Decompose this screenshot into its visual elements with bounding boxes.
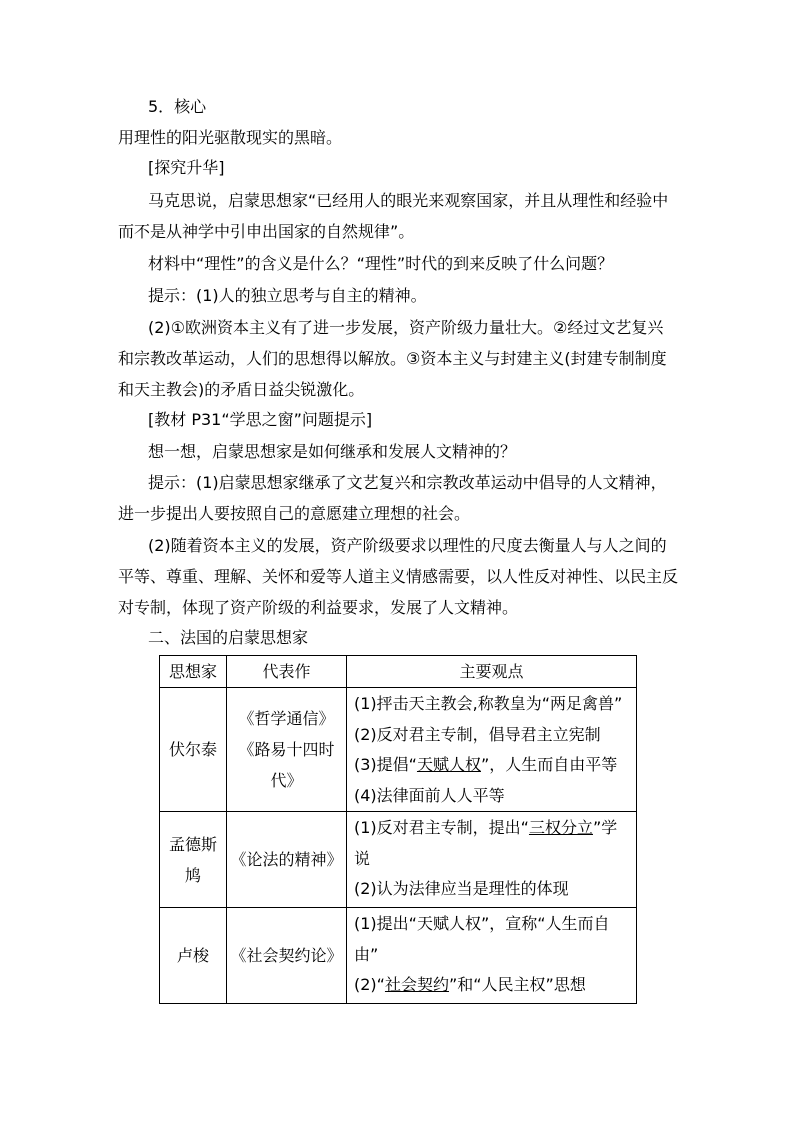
view-item: (1)抨击天主教会,称教皇为“两足禽兽” bbox=[354, 694, 623, 713]
header-thinker: 思想家 bbox=[160, 656, 227, 688]
view-item: (2)认为法律应当是理性的体现 bbox=[354, 879, 569, 898]
thinker-name bbox=[160, 812, 227, 908]
paragraph: 和宗教改革运动，人们的思想得以解放。③资本主义与封建主义(封建专制制度 bbox=[118, 349, 667, 368]
table-row bbox=[160, 812, 637, 908]
view-text: (1)反对君主专制，提出“ bbox=[354, 818, 529, 837]
view-item bbox=[354, 750, 636, 781]
paragraph: (2)随着资本主义的发展，资产阶级要求以理性的尺度去衡量人与人之间的 bbox=[148, 536, 667, 555]
hint-text: 提示：(1)启蒙思想家继承了文艺复兴和宗教改革运动中倡导的人文精神， bbox=[148, 473, 667, 492]
view-item bbox=[354, 813, 636, 844]
view-item: (1)提出“天赋人权”，宣称“人生而自 bbox=[354, 914, 610, 933]
view-text: (3)提倡“ bbox=[354, 755, 417, 774]
table-row bbox=[160, 908, 637, 1004]
views-cell bbox=[347, 812, 637, 908]
work-title-cont: 代》 bbox=[270, 771, 303, 790]
underlined-term: 社会契约 bbox=[384, 975, 449, 994]
name-line: 鸠 bbox=[184, 865, 201, 885]
underlined-term: 天赋人权 bbox=[416, 755, 481, 774]
view-item: (4)法律面前人人平等 bbox=[354, 785, 505, 805]
views-cell bbox=[347, 688, 637, 812]
work-title: 《社会契约论》 bbox=[227, 908, 347, 1004]
views-cell bbox=[347, 908, 637, 1004]
paragraph: 马克思说，启蒙思想家“已经用人的眼光来观察国家，并且从理性和经验中 bbox=[148, 191, 669, 210]
paragraph: 用理性的阳光驱散现实的黑暗。 bbox=[118, 128, 343, 147]
view-item-cont: 由” bbox=[354, 944, 379, 964]
thinker-name: 伏尔泰 bbox=[160, 688, 227, 812]
paragraph: 和天主教会)的矛盾日益尖锐激化。 bbox=[118, 380, 365, 399]
hint-text: 提示：(1)人的独立思考与自主的精神。 bbox=[148, 286, 427, 305]
section-label-explore: [探究升华] bbox=[148, 158, 225, 177]
header-views: 主要观点 bbox=[347, 656, 637, 688]
section-number-heading: 5．核心 bbox=[148, 97, 207, 116]
view-text: ”和“人民主权”思想 bbox=[448, 975, 586, 994]
work-title: 《路易十四时 bbox=[238, 740, 335, 759]
paragraph: 进一步提出人要按照自己的意愿建立理想的社会。 bbox=[118, 504, 471, 523]
underlined-term: 三权分立 bbox=[528, 818, 593, 837]
view-item bbox=[354, 970, 636, 1001]
view-text: (2)“ bbox=[354, 975, 385, 994]
thinker-name: 卢梭 bbox=[160, 908, 227, 1004]
view-item-cont: 说 bbox=[354, 848, 371, 868]
paragraph: (2)①欧洲资本主义有了进一步发展，资产阶级力量壮大。②经过文艺复兴 bbox=[148, 318, 664, 337]
paragraph: 对专制，体现了资产阶级的利益要求，发展了人文精神。 bbox=[118, 598, 519, 617]
works-cell bbox=[227, 688, 347, 812]
paragraph: 而不是从神学中引申出国家的自然规律”。 bbox=[118, 222, 415, 241]
view-item: (2)反对君主专制，倡导君主立宪制 bbox=[354, 724, 601, 744]
header-works: 代表作 bbox=[227, 656, 347, 688]
table-row bbox=[160, 688, 637, 812]
table-header-row bbox=[160, 656, 637, 688]
section-label-textbook: [教材 P31“学思之窗”问题提示] bbox=[148, 410, 373, 429]
paragraph: 平等、尊重、理解、关怀和爱等人道主义情感需要，以人性反对神性、以民主反 bbox=[118, 567, 679, 586]
work-title: 《论法的精神》 bbox=[227, 812, 347, 908]
work-title: 《哲学通信》 bbox=[238, 709, 335, 728]
thinkers-table bbox=[159, 655, 637, 1004]
question: 材料中“理性”的含义是什么？“理性”时代的到来反映了什么问题？ bbox=[148, 254, 614, 273]
question: 想一想，启蒙思想家是如何继承和发展人文精神的？ bbox=[148, 442, 517, 461]
view-text: ”学 bbox=[592, 818, 618, 837]
section-heading: 二、法国的启蒙思想家 bbox=[148, 628, 309, 647]
view-text: ”，人生而自由平等 bbox=[480, 755, 618, 774]
name-line: 孟德斯 bbox=[168, 834, 217, 854]
